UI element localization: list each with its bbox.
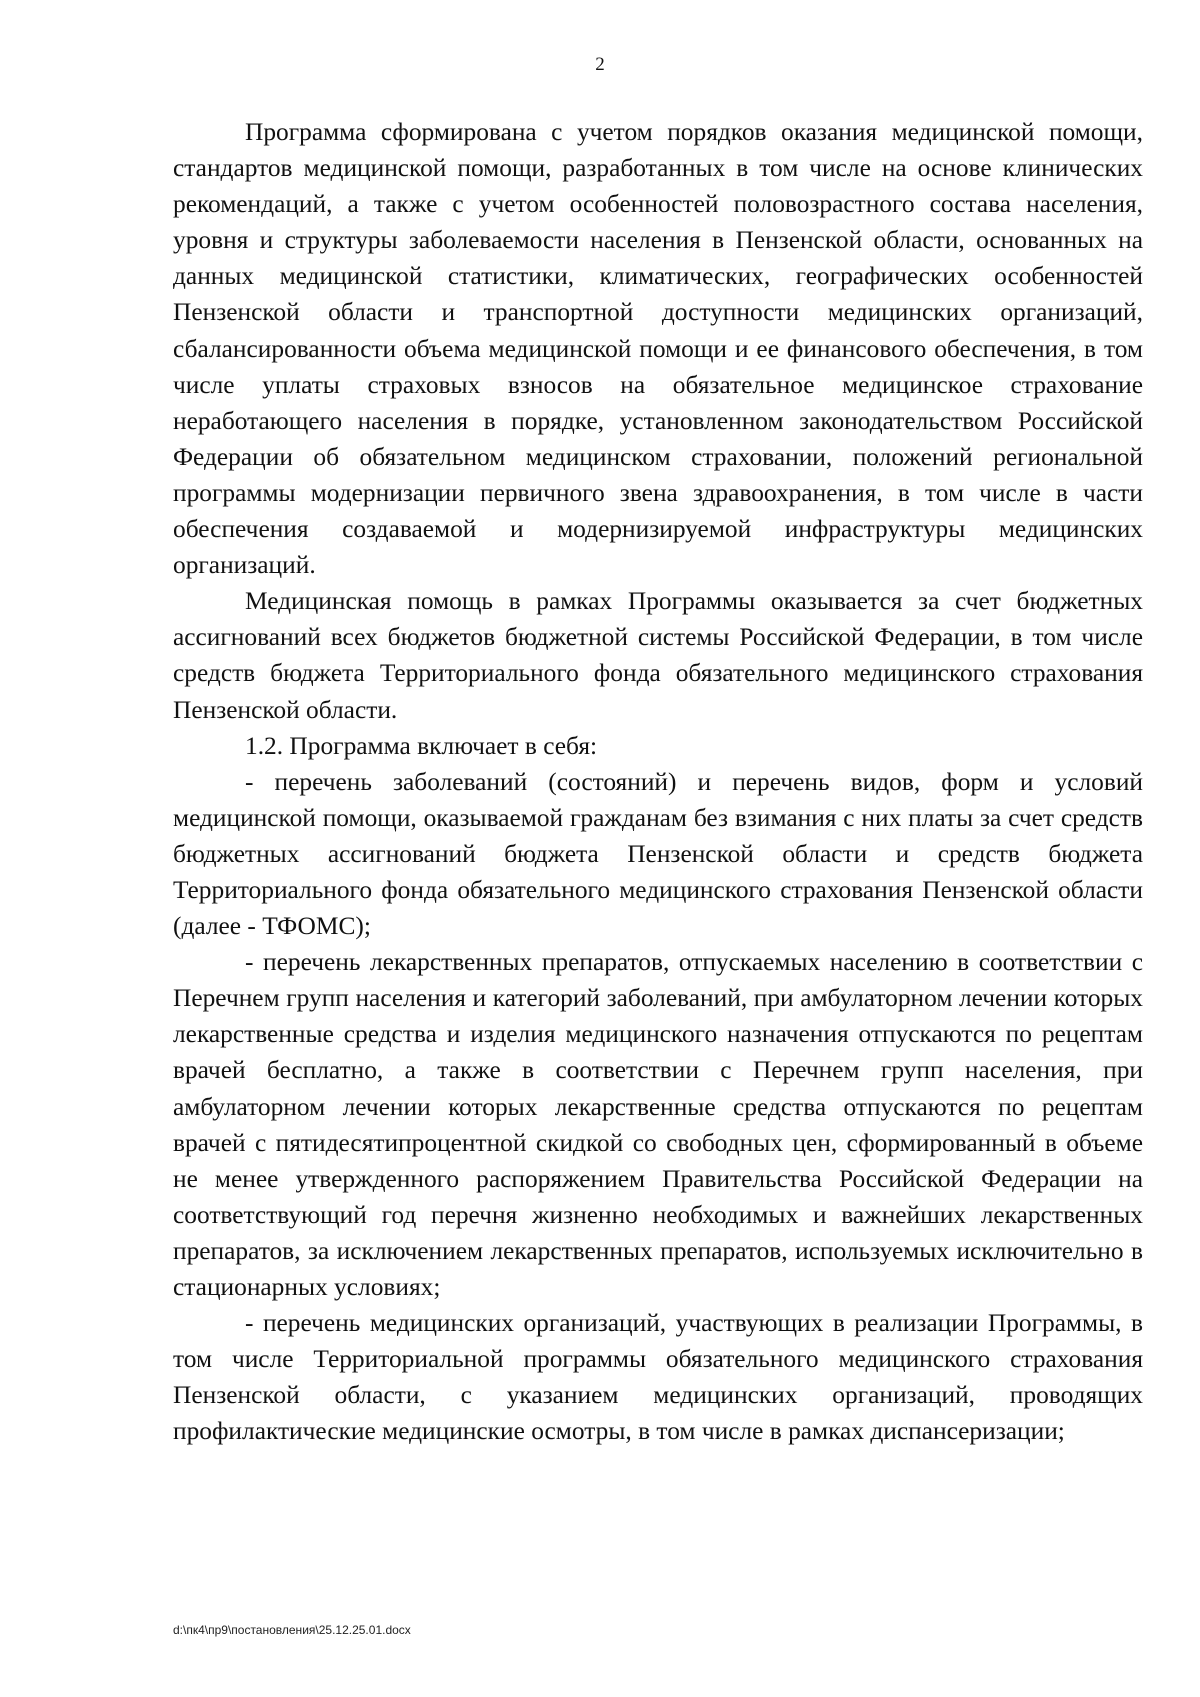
paragraph-program-basis: Программа сформирована с учетом порядков оказания медицинской помощи, стандартов медицинской помощи, разработанных в том числе на основе клинических рекомендаций, а также с учетом особенностей половозрастного состава населения, уровня и структуры заболеваемости населения в Пензенской области, основанных на данных медицинской статистики, климатических, географических особенностей Пензенской области и транспортной доступности медицинских организаций, сбалансированности объема медицинской помощи и ее финансового обеспечения, в том числе уплаты страховых взносов на обязательное медицинское страхование неработающего населения в порядке, установленном законодательством Российской Федерации об обязательном медицинском страховании, положений региональной программы модернизации первичного звена здравоохранения, в том числе в части обеспечения создаваемой и модернизируемой инфраструктуры медицинских организаций.	[173, 118, 1143, 580]
footer-file-path: d:\пк4\пр9\постановления\25.12.25.01.docx	[173, 1623, 411, 1637]
paragraph-list-organizations: - перечень медицинских организаций, участвующих в реализации Программы, в том числе Территориальной программы обязательного медицинского страхования Пензенской области, с указанием медицинских организаций, проводящих профилактические медицинские осмотры, в том числе в рамках диспансеризации;	[173, 1309, 1143, 1446]
paragraph-list-medicines: - перечень лекарственных препаратов, отпускаемых населению в соответствии с Перечнем групп населения и категорий заболеваний, при амбулаторном лечении которых лекарственные средства и изделия медицинского назначения отпускаются по рецептам врачей бесплатно, а также в соответствии с Перечнем групп населения, при амбулаторном лечении которых лекарственные средства отпускаются по рецептам врачей с пятидесятипроцентной скидкой со свободных цен, сформированный в объеме не менее утвержденного распоряжением Правительства Российской Федерации на соответствующий год перечня жизненно необходимых и важнейших лекарственных препаратов, за исключением лекарственных препаратов, используемых исключительно в стационарных условиях;	[173, 948, 1143, 1301]
paragraph-section-1-2: 1.2. Программа включает в себя:	[245, 731, 598, 760]
paragraph-list-diseases: - перечень заболеваний (состояний) и перечень видов, форм и условий медицинской помощи, оказываемой гражданам без взимания с них платы за счет средств бюджетных ассигнований бюджета Пензенской области и средств бюджета Территориального фонда обязательного медицинского страхования Пензенской области (далее - ТФОМС);	[173, 767, 1143, 941]
document-body	[173, 114, 1143, 1449]
page-number: 2	[595, 54, 605, 75]
paragraph-funding: Медицинская помощь в рамках Программы оказывается за счет бюджетных ассигнований всех бюджетов бюджетной системы Российской Федерации, в том числе средств бюджета Территориального фонда обязательного медицинского страхования Пензенской области.	[173, 587, 1143, 724]
